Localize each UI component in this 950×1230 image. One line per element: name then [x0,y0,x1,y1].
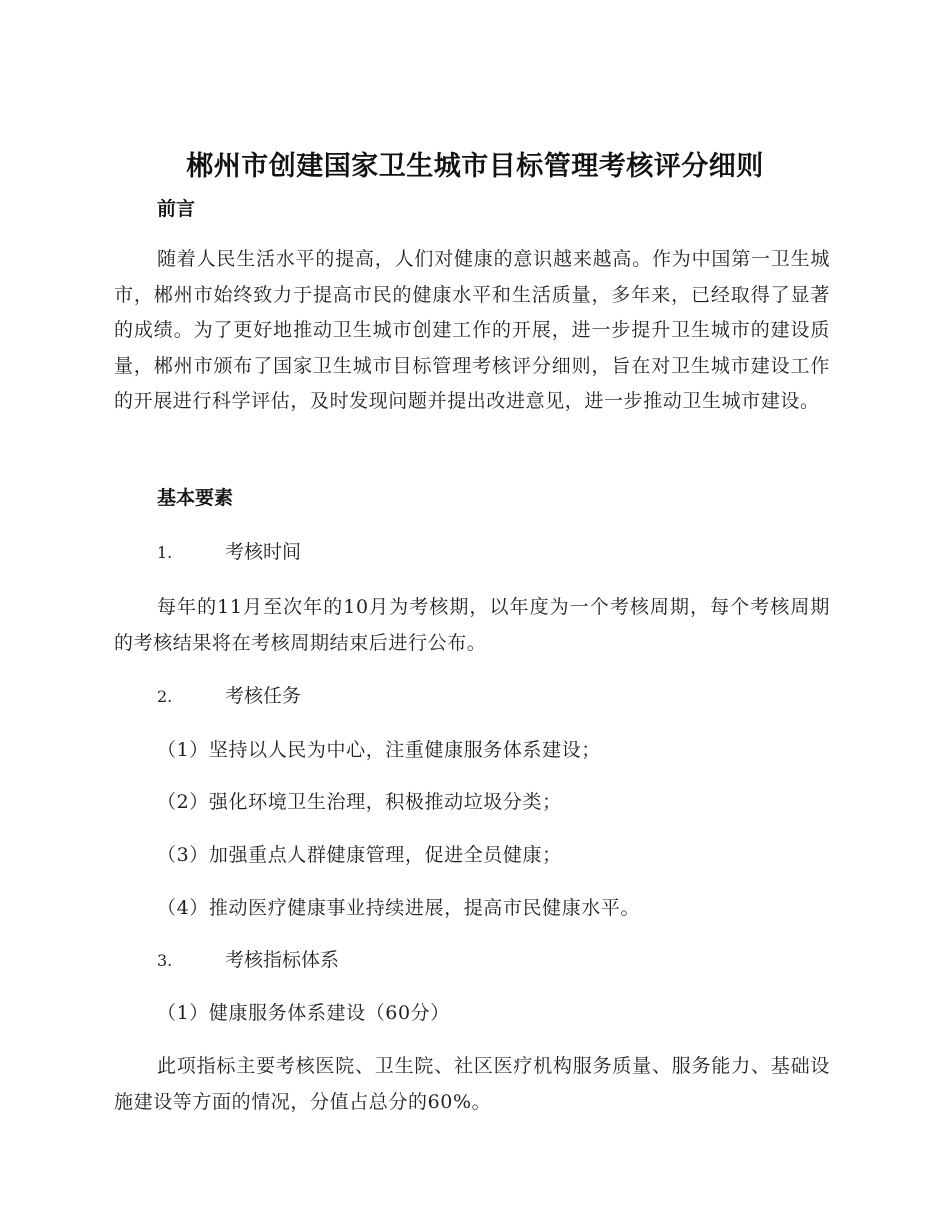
section-tasks-label: 考核任务 [225,685,302,707]
indicator-item: （1）健康服务体系建设（60分） [157,1002,450,1024]
section-time-heading [157,536,301,569]
task-item: （1）坚持以人民为中心，注重健康服务体系建设； [157,739,601,761]
section-time-paragraph: 每年的11月至次年的10月为考核期，以年度为一个考核周期，每个考核周期的考核结果将在考核周期结束后进行公布。 [114,596,830,654]
task-item: （3）加强重点人群健康管理，促进全员健康； [157,844,562,866]
section-indicators-number: 3. [157,951,173,970]
document-title: 郴州市创建国家卫生城市目标管理考核评分细则 [186,151,764,182]
section-indicators-heading [157,944,339,977]
section-time-number: 1. [157,543,173,562]
section-tasks-heading [157,680,301,713]
task-item: （2）强化环境卫生治理，积极推动垃圾分类； [157,791,562,813]
task-item: （4）推动医疗健康事业持续进展，提高市民健康水平。 [157,897,641,919]
section-time-label: 考核时间 [225,541,302,563]
basics-heading: 基本要素 [157,487,234,509]
preface-heading: 前言 [157,198,196,220]
section-indicators-label: 考核指标体系 [225,949,340,971]
indicator-paragraph: 此项指标主要考核医院、卫生院、社区医疗机构服务质量、服务能力、基础设施建设等方面的情况，分值占总分的60%。 [114,1055,830,1113]
preface-paragraph: 随着人民生活水平的提高，人们对健康的意识越来越高。作为中国第一卫生城市，郴州市始终致力于提高市民的健康水平和生活质量，多年来，已经取得了显著的成绩。为了更好地推动卫生城市创建工作的开展，进一步提升卫生城市的建设质量，郴州市颁布了国家卫生城市目标管理考核评分细则，旨在对卫生城市建设工作的开展进行科学评估，及时发现问题并提出改进意见，进一步推动卫生城市建设。 [114,248,830,413]
section-tasks-number: 2. [157,687,173,706]
